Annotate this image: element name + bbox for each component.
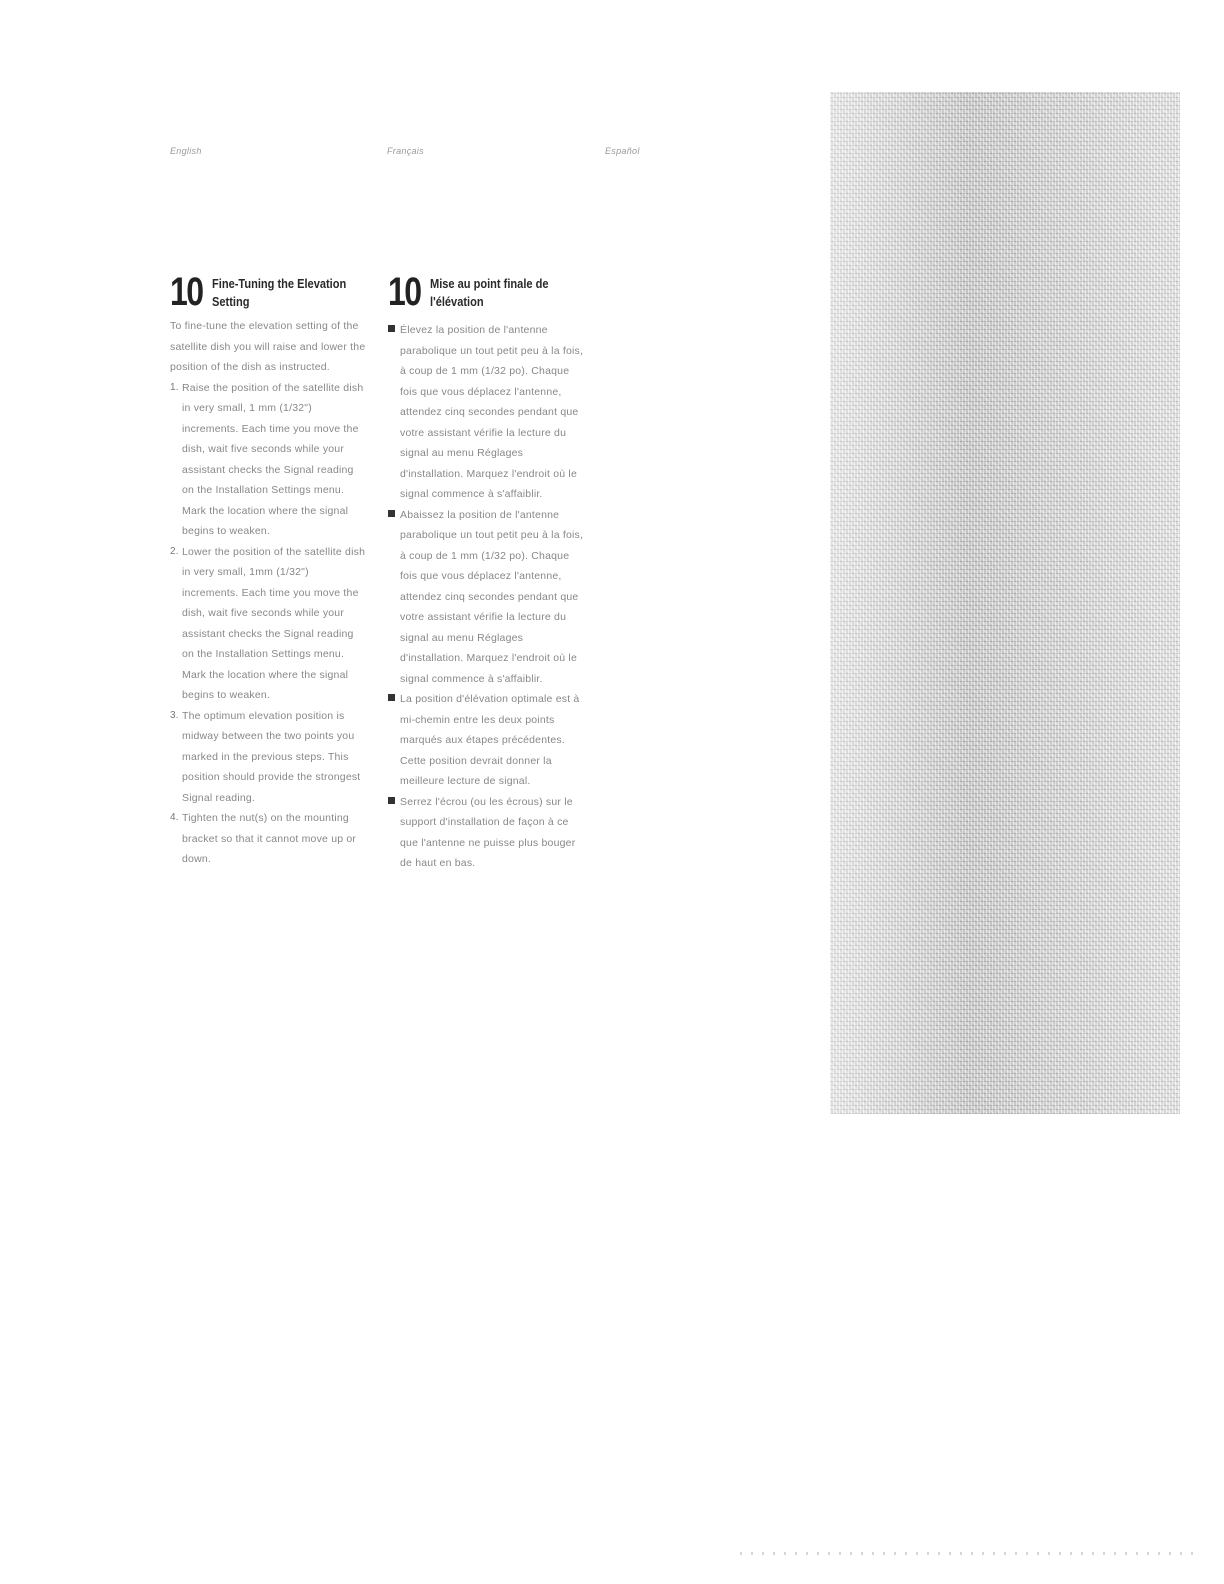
- language-label-english: English: [170, 146, 202, 156]
- french-step-2-text: Abaissez la position de l'antenne parabolique un tout petit peu à la fois, à coup de 1 mm (1/32 po). Chaque fois que vous déplacez l'antenne, attendez cinq secondes pendant que votre assistant vérifie la lecture du signal au menu Réglages d'installation. Marquez l'endroit où le signal commence à s'affaiblir.: [400, 508, 584, 685]
- english-intro: To fine-tune the elevation setting of the satellite dish you will raise and lower the position of the dish as instructed.: [170, 320, 366, 373]
- french-step-1: [388, 320, 584, 505]
- step-marker-3: 3.: [170, 709, 179, 721]
- step-marker-1: 1.: [170, 381, 179, 393]
- english-title: Fine-Tuning the Elevation Setting: [212, 276, 347, 309]
- english-step-number: 10: [170, 270, 203, 314]
- english-step-2-text: Lower the position of the satellite dish in very small, 1mm (1/32") increments. Each time you move the dish, wait five seconds while your assistant checks the Signal reading on the Installation Settings menu. Mark the location where the signal begins to weaken.: [182, 545, 366, 701]
- english-step-1-text: Raise the position of the satellite dish in very small, 1 mm (1/32") increments. Each time you move the dish, wait five seconds while your assistant checks the Signal reading on the Installation Settings menu. Mark the location where the signal begins to weaken.: [182, 381, 364, 537]
- french-title: Mise au point finale de l'élévation: [430, 276, 549, 309]
- french-step-number: 10: [388, 270, 421, 314]
- step-marker-4: 4.: [170, 812, 179, 823]
- step-badge-icon: [388, 510, 395, 517]
- french-column: [388, 272, 584, 874]
- english-step-2: [170, 542, 366, 706]
- halftone-gray-panel: [830, 92, 1180, 1114]
- language-label-spanish: Español: [605, 146, 640, 156]
- english-heading: [170, 272, 366, 320]
- french-heading: [388, 272, 584, 320]
- french-step-3: [388, 689, 584, 792]
- french-step-1-text: Élevez la position de l'antenne parabolique un tout petit peu à la fois, à coup de 1 mm (1/32 po). Chaque fois que vous déplacez l'antenne, attendez cinq secondes pendant que votre assistant vérifie la lecture du signal au menu Réglages d'installation. Marquez l'endroit où le signal commence à s'affaiblir.: [400, 324, 584, 500]
- english-step-1: [170, 378, 366, 542]
- english-step-3-text: The optimum elevation position is midway between the two points you marked in the previous steps. This position should provide the strongest Signal reading.: [182, 709, 361, 804]
- step-marker-2: 2.: [170, 545, 179, 557]
- step-badge-icon: [388, 797, 395, 804]
- french-step-4-text: Serrez l'écrou (ou les écrous) sur le support d'installation de façon à ce que l'antenne ne puisse plus bouger de haut en bas.: [400, 795, 576, 869]
- scan-artifact-line: [740, 1552, 1200, 1555]
- english-step-3: [170, 706, 366, 809]
- english-step-4-text: Tighten the nut(s) on the mounting bracket so that it cannot move up or down.: [182, 812, 357, 865]
- french-step-4: [388, 792, 584, 874]
- language-label-french: Français: [387, 146, 424, 156]
- step-badge-icon: [388, 325, 395, 332]
- french-step-3-text: La position d'élévation optimale est à mi-chemin entre les deux points marqués aux étapes précédentes. Cette position devrait donner la meilleure lecture de signal.: [400, 693, 580, 787]
- english-step-4: [170, 808, 366, 870]
- french-step-2: [388, 505, 584, 690]
- english-column: [170, 272, 366, 870]
- step-badge-icon: [388, 694, 395, 701]
